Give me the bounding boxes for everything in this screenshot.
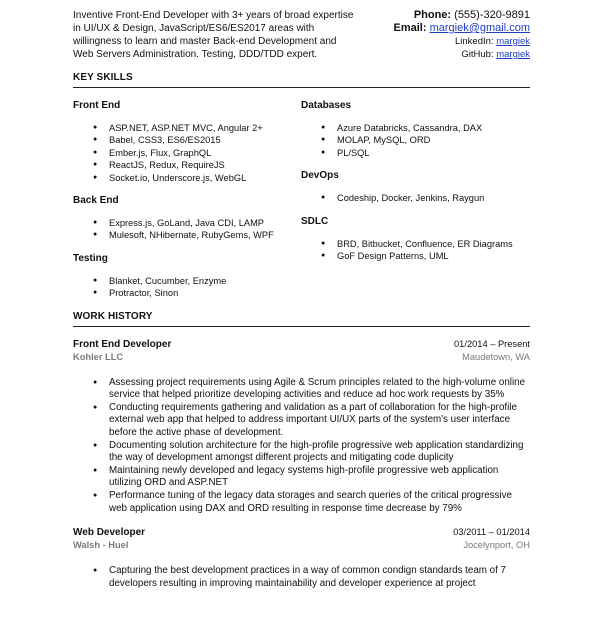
contact-github bbox=[394, 48, 531, 61]
job-bullet: ● Assessing project requirements using Agile & Scrum principles related to the high-volume online service that helped prioritize developing activities and reduce ad hoc work requests by 35% bbox=[93, 377, 530, 402]
skill-item: ● Blanket, Cucumber, Enzyme bbox=[93, 275, 301, 287]
skill-group-sdlc bbox=[301, 216, 530, 263]
skills-grid bbox=[73, 88, 530, 311]
github-label: GitHub: bbox=[461, 49, 494, 60]
job-company: Kohler LLC bbox=[73, 351, 124, 362]
skill-list bbox=[73, 217, 301, 242]
phone-label: Phone: bbox=[413, 9, 452, 21]
skill-group-title: Front End bbox=[73, 100, 121, 111]
skill-item: ● PL/SQL bbox=[321, 147, 530, 159]
skill-group-front-end bbox=[73, 100, 301, 184]
email-link[interactable]: margiek@gmail.com bbox=[429, 22, 530, 34]
skill-group-back-end bbox=[73, 195, 301, 242]
skill-item: ● ASP.NET, ASP.NET MVC, Angular 2+ bbox=[93, 122, 301, 134]
job-subheader bbox=[73, 352, 530, 362]
skill-group-title: SDLC bbox=[301, 215, 329, 227]
skill-group-title: Back End bbox=[73, 195, 119, 207]
resume-header bbox=[73, 0, 530, 66]
job-bullet: ● Conducting requirements gathering and validation as a part of collaboration for the high-profile external web app that helped to address important UI/UX parts of the system's user interface before the active phase of development. bbox=[93, 402, 530, 440]
job-bullet: ● Maintaining newly developed and legacy systems high-profile progressive web application utilizing ORD and ASP.NET bbox=[93, 465, 530, 490]
skill-item: ● Protractor, Sinon bbox=[93, 287, 301, 299]
job-bullets bbox=[73, 565, 530, 590]
skill-item: ● Azure Databricks, Cassandra, DAX bbox=[321, 122, 530, 134]
skill-group-title: Testing bbox=[73, 252, 108, 264]
skill-item: ● Codeship, Docker, Jenkins, Raygun bbox=[321, 192, 530, 204]
skill-item: ● GoF Design Patterns, UML bbox=[321, 250, 530, 262]
job-company: Walsh - Huel bbox=[73, 540, 129, 551]
job-bullets bbox=[73, 377, 530, 516]
job-entry bbox=[73, 527, 530, 590]
job-title: Web Developer bbox=[73, 527, 146, 539]
github-link[interactable]: margiek bbox=[496, 49, 530, 60]
key-skills-heading: KEY SKILLS bbox=[73, 66, 530, 88]
job-header bbox=[73, 339, 530, 350]
skill-list bbox=[301, 238, 530, 263]
skill-item: ● BRD, Bitbucket, Confluence, ER Diagrams bbox=[321, 238, 530, 250]
skill-group-testing bbox=[73, 253, 301, 300]
linkedin-link[interactable]: margiek bbox=[496, 36, 530, 47]
work-history-heading: WORK HISTORY bbox=[73, 311, 530, 327]
contact-phone bbox=[394, 9, 531, 22]
job-header bbox=[73, 527, 530, 538]
skill-item: ● Ember.js, Flux, GraphQL bbox=[93, 147, 301, 159]
skill-group-title: Databases bbox=[301, 100, 352, 111]
linkedin-label: LinkedIn: bbox=[455, 36, 494, 47]
contact-block bbox=[394, 9, 531, 61]
skill-item: ● ReactJS, Redux, RequireJS bbox=[93, 159, 301, 171]
job-subheader bbox=[73, 540, 530, 550]
job-title: Front End Developer bbox=[73, 338, 172, 350]
skill-list bbox=[301, 192, 530, 204]
job-dates: 03/2011 – 01/2014 bbox=[453, 527, 530, 538]
phone-value: (555)-320-9891 bbox=[454, 9, 530, 21]
skill-item: ● Express.js, GoLand, Java CDI, LAMP bbox=[93, 217, 301, 229]
skill-group-databases bbox=[301, 100, 530, 159]
skill-group-title: DevOps bbox=[301, 170, 339, 182]
job-dates: 01/2014 – Present bbox=[454, 338, 530, 349]
skill-list bbox=[73, 122, 301, 184]
job-location: Jocelynport, OH bbox=[463, 540, 530, 551]
skills-right-column bbox=[301, 100, 530, 311]
job-entry bbox=[73, 339, 530, 516]
job-bullet: ● Performance tuning of the legacy data storages and search queries of the critical progressive web application using DAX and ORD resulting in response time decrease by 79% bbox=[93, 490, 530, 515]
job-bullet: ● Capturing the best development practices in a way of common condign standards team of 7 developers resulting in improving maintainability and developer experience at project bbox=[93, 565, 530, 590]
skill-list bbox=[73, 275, 301, 300]
email-label: Email: bbox=[393, 22, 427, 34]
contact-email bbox=[394, 22, 531, 35]
job-bullet: ● Documenting solution architecture for the high-profile progressive web application standardizing the way of development amongst different projects and mitigating code duplicity bbox=[93, 440, 530, 465]
skill-item: ● Babel, CSS3, ES6/ES2015 bbox=[93, 134, 301, 146]
skill-list bbox=[301, 122, 530, 159]
summary-text: Inventive Front-End Developer with 3+ years of broad expertise in UI/UX & Design, JavaScript/ES6/ES2017 areas with willingness to learn and master Back-end Development and Web Servers Administration. Testing, DDD/TDD expert. bbox=[73, 10, 354, 60]
job-location: Maudetown, WA bbox=[462, 351, 530, 362]
skills-left-column bbox=[73, 100, 301, 311]
skill-item: ● Socket.io, Underscore.js, WebGL bbox=[93, 172, 301, 184]
skill-item: ● MOLAP, MySQL, ORD bbox=[321, 134, 530, 146]
skill-group-devops bbox=[301, 170, 530, 204]
skill-item: ● Mulesoft, NHibernate, RubyGems, WPF bbox=[93, 229, 301, 241]
jobs-list bbox=[73, 339, 530, 591]
contact-linkedin bbox=[394, 35, 531, 48]
